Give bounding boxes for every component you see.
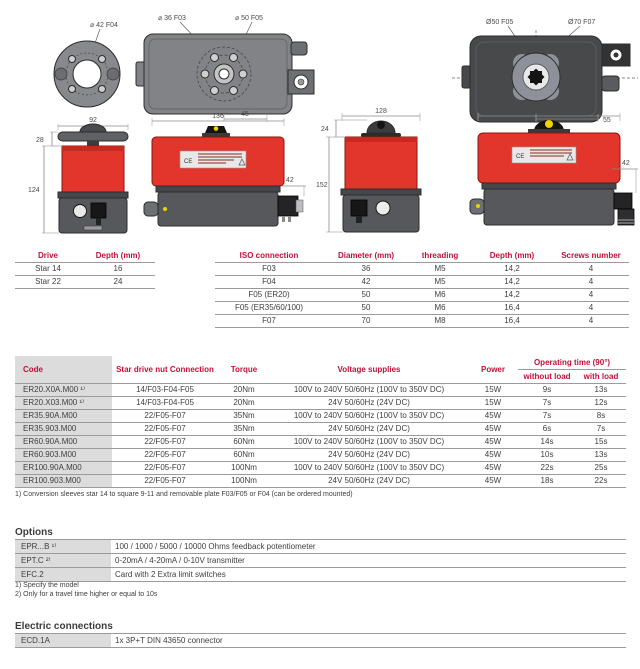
table-cell: 22/F05-F07	[112, 410, 218, 423]
column-header: Voltage supplies	[270, 356, 468, 384]
column-header: threading	[409, 249, 471, 263]
side-view-large-drawing	[462, 103, 640, 245]
actuator-spec-table	[15, 356, 626, 488]
drive-table	[15, 249, 155, 289]
table-row	[215, 263, 629, 276]
table-cell: ECD.1A	[15, 634, 111, 648]
table-cell: 16	[81, 263, 155, 276]
table-row	[215, 289, 629, 302]
table-cell: 12s	[576, 397, 626, 410]
column-header: Screws number	[553, 249, 629, 263]
table-cell: 7s	[576, 423, 626, 436]
table-cell: 9s	[518, 384, 576, 397]
table-row	[15, 449, 626, 462]
table-cell: 100V to 240V 50/60Hz (100V to 350V DC)	[270, 384, 468, 397]
dimension-label: ⌀ 50 F05	[235, 15, 263, 22]
table-cell: M5	[409, 263, 471, 276]
table-cell: 25s	[576, 462, 626, 475]
table-cell: 14,2	[471, 289, 553, 302]
column-header: ISO connection	[215, 249, 323, 263]
table-cell: 16,4	[471, 302, 553, 315]
table-cell: 100V to 240V 50/60Hz (100V to 350V DC)	[270, 410, 468, 423]
table-cell: 22/F05-F07	[112, 423, 218, 436]
table-row	[15, 634, 626, 648]
table-cell: 35Nm	[218, 410, 270, 423]
column-header: without load	[518, 370, 576, 384]
table-cell: EPR...B ¹⁾	[15, 540, 111, 554]
table-cell: 36	[323, 263, 409, 276]
table-row	[15, 475, 626, 488]
table-cell: 60Nm	[218, 436, 270, 449]
column-header: Depth (mm)	[471, 249, 553, 263]
table-cell: 7s	[518, 397, 576, 410]
ce-mark-label: CE	[184, 159, 193, 165]
table-row	[15, 554, 626, 568]
column-header: Star drive nut Connection	[112, 356, 218, 384]
dimension-label: 151	[543, 108, 555, 115]
side-view-medium-drawing	[138, 110, 310, 240]
table-cell: F05 (ER20)	[215, 289, 323, 302]
table-cell: 14,2	[471, 263, 553, 276]
dimension-label: 28	[36, 137, 44, 144]
table-cell: 15s	[576, 436, 626, 449]
table-cell: 22s	[518, 462, 576, 475]
table-row	[215, 315, 629, 328]
dimension-label: Ø50 F05	[486, 19, 514, 26]
electric-connections-table	[15, 633, 626, 648]
column-header: Diameter (mm)	[323, 249, 409, 263]
dimension-label: 45	[241, 111, 249, 118]
table-cell: 22/F05-F07	[112, 436, 218, 449]
table-cell: 20Nm	[218, 397, 270, 410]
table-cell: 13s	[576, 449, 626, 462]
table-cell: 16,4	[471, 315, 553, 328]
table-cell: 4	[553, 289, 629, 302]
table-cell: F03	[215, 263, 323, 276]
table-row	[215, 276, 629, 289]
table-cell: 100V to 240V 50/60Hz (100V to 350V DC)	[270, 462, 468, 475]
technical-drawings	[0, 0, 640, 245]
table-cell: EPT.C ²⁾	[15, 554, 111, 568]
table-row	[15, 276, 155, 289]
table-row	[15, 568, 626, 582]
table-cell: ER60.90A.M00	[15, 436, 112, 449]
table-cell: 18s	[518, 475, 576, 488]
table-row	[15, 540, 626, 554]
table-row	[15, 436, 626, 449]
table-cell: 45W	[468, 410, 518, 423]
table-cell: M6	[409, 289, 471, 302]
table-cell: 100Nm	[218, 475, 270, 488]
table-row	[15, 410, 626, 423]
table-cell: EFC.2	[15, 568, 111, 582]
table-header-row	[215, 249, 629, 263]
table-cell: F04	[215, 276, 323, 289]
table-cell: M8	[409, 315, 471, 328]
options-section-title: Options	[15, 527, 53, 538]
table-cell: 7s	[518, 410, 576, 423]
table-cell: 70	[323, 315, 409, 328]
table-cell: 14,2	[471, 276, 553, 289]
dimension-label: 24	[321, 126, 329, 133]
iso-connection-table	[215, 249, 629, 328]
column-header: Power	[468, 356, 518, 384]
table-cell: 4	[553, 315, 629, 328]
table-cell: M5	[409, 276, 471, 289]
dimension-label: 136	[212, 113, 224, 120]
column-header: Drive	[15, 249, 81, 263]
dimension-label: 42	[622, 160, 630, 167]
table-cell: 24V 50/60Hz (24V DC)	[270, 449, 468, 462]
table-cell: 45W	[468, 475, 518, 488]
table-cell: ER35.90A.M00	[15, 410, 112, 423]
table-cell: 4	[553, 263, 629, 276]
table-cell: ER60.903.M00	[15, 449, 112, 462]
table-cell: 20Nm	[218, 384, 270, 397]
table-cell: Star 14	[15, 263, 81, 276]
table-cell: 14/F03-F04-F05	[112, 397, 218, 410]
table-cell: 100V to 240V 50/60Hz (100V to 350V DC)	[270, 436, 468, 449]
table-cell: 15W	[468, 384, 518, 397]
dimension-label: 128	[375, 108, 387, 115]
column-header: with load	[576, 370, 626, 384]
table-cell: 45W	[468, 436, 518, 449]
table-row	[15, 462, 626, 475]
table-row	[15, 384, 626, 397]
table-cell: 45W	[468, 462, 518, 475]
table-row	[15, 423, 626, 436]
table-cell: 24V 50/60Hz (24V DC)	[270, 423, 468, 436]
table-cell: 1x 3P+T DIN 43650 connector	[111, 634, 626, 648]
table-cell: ER20.X03.M00 ¹⁾	[15, 397, 112, 410]
table-header-row	[15, 249, 155, 263]
table-cell: 22/F05-F07	[112, 462, 218, 475]
top-view-f03-f05-drawing	[132, 10, 317, 124]
table-cell: ER100.903.M00	[15, 475, 112, 488]
table-cell: ER35.903.M00	[15, 423, 112, 436]
options-table	[15, 539, 626, 582]
table-cell: 13s	[576, 384, 626, 397]
side-view-small-handle-drawing	[28, 112, 140, 244]
table-cell: 6s	[518, 423, 576, 436]
table-cell: ER20.X0A.M00 ¹⁾	[15, 384, 112, 397]
electric-connections-title: Electric connections	[15, 621, 113, 632]
table-cell: 35Nm	[218, 423, 270, 436]
table-cell: 4	[553, 276, 629, 289]
table-cell: 24V 50/60Hz (24V DC)	[270, 397, 468, 410]
table-cell: 22/F05-F07	[112, 475, 218, 488]
table-row	[15, 397, 626, 410]
table-cell: 42	[323, 276, 409, 289]
dimension-label: ⌀ 42 F04	[90, 22, 118, 29]
spec-table-footnote: 1) Conversion sleeves star 14 to square 9-11 and removable plate F03/F05 or F04 (can be ordered mounted)	[15, 491, 353, 498]
table-cell: M6	[409, 302, 471, 315]
dimension-label: 42	[286, 177, 294, 184]
dimension-label: 152	[316, 182, 328, 189]
table-cell: ER100.90A.M00	[15, 462, 112, 475]
options-footnote-2: 2) Only for a travel time higher or equal to 10s	[15, 591, 158, 598]
table-cell: 4	[553, 302, 629, 315]
table-cell: 14s	[518, 436, 576, 449]
table-header-row	[15, 356, 626, 370]
table-cell: Card with 2 Extra limit switches	[111, 568, 626, 582]
dimension-label: Ø70 F07	[568, 19, 596, 26]
table-cell: 24	[81, 276, 155, 289]
table-cell: 10s	[518, 449, 576, 462]
column-header: Depth (mm)	[81, 249, 155, 263]
side-view-tall-drawing	[316, 103, 430, 245]
table-cell: F07	[215, 315, 323, 328]
ce-mark-label: CE	[516, 154, 525, 160]
table-cell: 100 / 1000 / 5000 / 10000 Ohms feedback potentiometer	[111, 540, 626, 554]
table-cell: 22/F05-F07	[112, 449, 218, 462]
table-cell: 50	[323, 289, 409, 302]
table-cell: F05 (ER35/60/100)	[215, 302, 323, 315]
options-footnote-1: 1) Specify the model	[15, 582, 79, 589]
table-cell: 60Nm	[218, 449, 270, 462]
table-cell: 50	[323, 302, 409, 315]
dimension-label: 55	[603, 117, 611, 124]
table-cell: 14/F03-F04-F05	[112, 384, 218, 397]
table-cell: 22s	[576, 475, 626, 488]
table-row	[15, 263, 155, 276]
column-header: Code	[15, 356, 112, 384]
table-cell: Star 22	[15, 276, 81, 289]
table-cell: 8s	[576, 410, 626, 423]
table-cell: 45W	[468, 423, 518, 436]
table-cell: 45W	[468, 449, 518, 462]
table-row	[215, 302, 629, 315]
column-header: Operating time (90°)	[518, 356, 626, 370]
table-cell: 15W	[468, 397, 518, 410]
dimension-label: 124	[28, 187, 40, 194]
column-header: Torque	[218, 356, 270, 384]
table-cell: 100Nm	[218, 462, 270, 475]
table-cell: 24V 50/60Hz (24V DC)	[270, 475, 468, 488]
dimension-label: 92	[89, 117, 97, 124]
dimension-label: ⌀ 36 F03	[158, 15, 186, 22]
table-cell: 0-20mA / 4-20mA / 0-10V transmitter	[111, 554, 626, 568]
